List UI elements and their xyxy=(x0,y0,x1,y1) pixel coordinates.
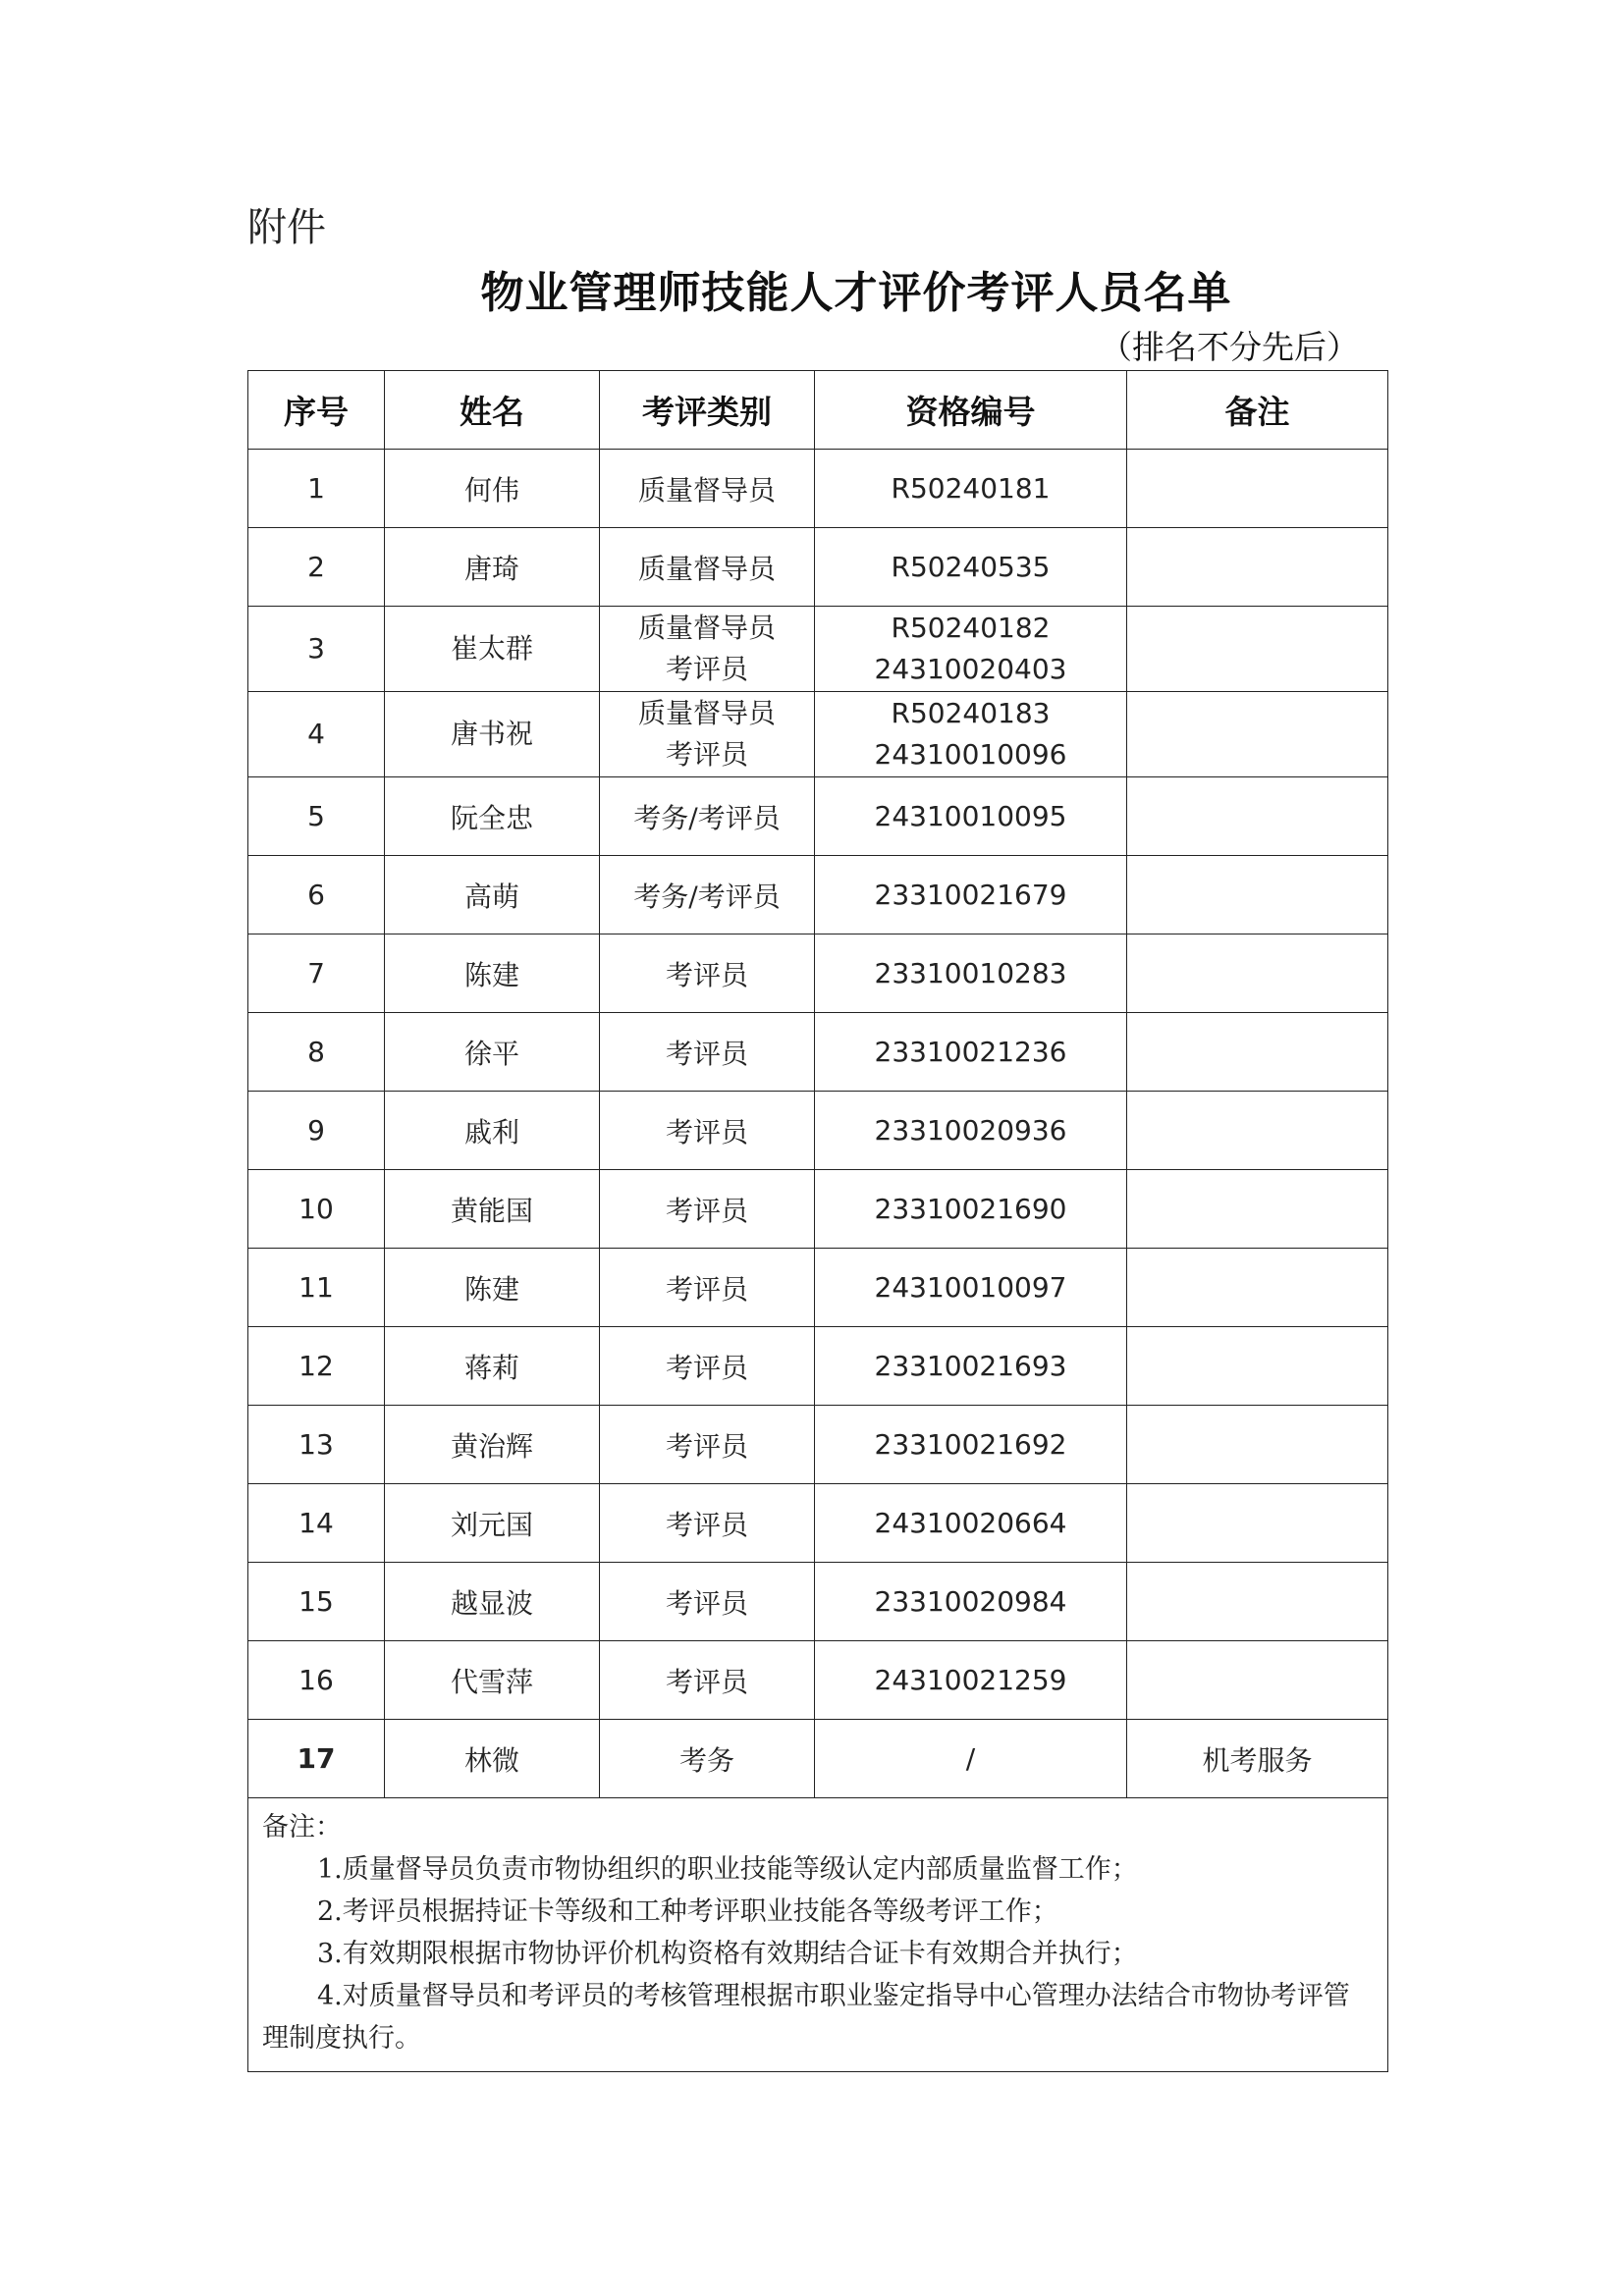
cell-name: 刘元国 xyxy=(385,1484,600,1563)
table-row xyxy=(248,692,1388,777)
cell-cert xyxy=(815,1406,1127,1484)
cell-category xyxy=(600,692,815,777)
cell-cert xyxy=(815,1013,1127,1092)
cell-cert xyxy=(815,1249,1127,1327)
cell-category-line: 考评员 xyxy=(665,1351,748,1384)
header-name: 姓名 xyxy=(385,371,600,450)
cell-cert xyxy=(815,528,1127,607)
notes-cell xyxy=(248,1798,1388,2072)
cell-seq: 12 xyxy=(248,1327,385,1406)
table-row xyxy=(248,450,1388,528)
cell-cert xyxy=(815,450,1127,528)
cell-name: 徐平 xyxy=(385,1013,600,1092)
cell-category xyxy=(600,607,815,692)
table-header-row xyxy=(248,371,1388,450)
cell-category-line: 考评员 xyxy=(665,1429,748,1463)
cell-remark xyxy=(1127,1092,1388,1170)
cell-cert-line: 23310020936 xyxy=(874,1114,1067,1147)
cell-cert-line: 23310021679 xyxy=(874,879,1067,911)
cell-remark xyxy=(1127,1170,1388,1249)
table-body xyxy=(248,450,1388,1798)
cell-cert xyxy=(815,1484,1127,1563)
notes-label: 备注： xyxy=(262,1812,342,1842)
cell-cert xyxy=(815,934,1127,1013)
cell-category-line: 质量督导员 xyxy=(637,552,776,585)
cell-category-line: 考评员 xyxy=(665,1272,748,1306)
table-row xyxy=(248,934,1388,1013)
cell-cert xyxy=(815,607,1127,692)
cell-seq: 1 xyxy=(248,450,385,528)
cell-name: 戚利 xyxy=(385,1092,600,1170)
cell-name: 黄能国 xyxy=(385,1170,600,1249)
header-remark: 备注 xyxy=(1127,371,1388,450)
cell-name: 何伟 xyxy=(385,450,600,528)
table-row xyxy=(248,1170,1388,1249)
cell-name: 阮全忠 xyxy=(385,777,600,856)
cell-name: 陈建 xyxy=(385,1249,600,1327)
cell-cert xyxy=(815,1327,1127,1406)
cell-category xyxy=(600,1327,815,1406)
cell-cert-line: 23310021692 xyxy=(874,1428,1067,1461)
cell-category xyxy=(600,1641,815,1720)
cell-cert xyxy=(815,1720,1127,1798)
cell-seq: 8 xyxy=(248,1013,385,1092)
cell-seq: 13 xyxy=(248,1406,385,1484)
notes-row xyxy=(248,1798,1388,2072)
cell-cert-line: 24310010095 xyxy=(874,800,1067,832)
cell-name: 崔太群 xyxy=(385,607,600,692)
cell-category-line: 考评员 xyxy=(665,1194,748,1227)
cell-remark xyxy=(1127,1327,1388,1406)
cell-category-line: 考评员 xyxy=(665,958,748,991)
cell-seq: 15 xyxy=(248,1563,385,1641)
cell-category-line: 质量督导员 xyxy=(637,697,776,729)
cell-category xyxy=(600,934,815,1013)
table-row xyxy=(248,1406,1388,1484)
cell-category xyxy=(600,1484,815,1563)
cell-remark xyxy=(1127,1641,1388,1720)
cell-seq: 4 xyxy=(248,692,385,777)
cell-seq: 17 xyxy=(248,1720,385,1798)
ranking-note: （排名不分先后） xyxy=(1100,328,1359,366)
cell-seq: 5 xyxy=(248,777,385,856)
cell-category-line: 质量督导员 xyxy=(637,473,776,507)
cell-name: 陈建 xyxy=(385,934,600,1013)
cell-name: 黄治辉 xyxy=(385,1406,600,1484)
cell-cert xyxy=(815,692,1127,777)
cell-cert xyxy=(815,856,1127,934)
table-row xyxy=(248,1563,1388,1641)
cell-remark xyxy=(1127,1406,1388,1484)
cell-category-line: 考评员 xyxy=(665,1586,748,1620)
cell-remark xyxy=(1127,934,1388,1013)
cell-category-line: 考务/考评员 xyxy=(633,880,781,913)
table-row xyxy=(248,1484,1388,1563)
cell-cert-line: / xyxy=(965,1742,976,1775)
cell-seq: 14 xyxy=(248,1484,385,1563)
cell-remark xyxy=(1127,528,1388,607)
cell-remark xyxy=(1127,607,1388,692)
cell-seq: 7 xyxy=(248,934,385,1013)
cell-name: 代雪萍 xyxy=(385,1641,600,1720)
cell-category xyxy=(600,1092,815,1170)
cell-cert-line: 23310021236 xyxy=(874,1036,1067,1068)
cell-remark xyxy=(1127,1484,1388,1563)
table-row xyxy=(248,1013,1388,1092)
cell-category xyxy=(600,528,815,607)
cell-cert-line: 23310020984 xyxy=(874,1585,1067,1618)
cell-seq: 9 xyxy=(248,1092,385,1170)
cell-cert-line: R50240182 xyxy=(891,612,1051,644)
personnel-table xyxy=(247,370,1388,2072)
cell-name: 高萌 xyxy=(385,856,600,934)
cell-name: 林微 xyxy=(385,1720,600,1798)
cell-cert-line: 23310021690 xyxy=(874,1193,1067,1225)
cell-seq: 16 xyxy=(248,1641,385,1720)
document-title: 物业管理师技能人才评价考评人员名单 xyxy=(480,268,1232,318)
cell-seq: 3 xyxy=(248,607,385,692)
cell-remark xyxy=(1127,1249,1388,1327)
cell-cert xyxy=(815,1563,1127,1641)
cell-category xyxy=(600,1720,815,1798)
cell-cert xyxy=(815,1641,1127,1720)
table-row xyxy=(248,528,1388,607)
cell-remark xyxy=(1127,1563,1388,1641)
note-item: 3.有效期限根据市物协评价机构资格有效期结合证卡有效期合并执行； xyxy=(317,1939,1138,1969)
cell-category-line: 考评员 xyxy=(665,1115,748,1148)
cell-category xyxy=(600,777,815,856)
cell-remark xyxy=(1127,450,1388,528)
cell-name: 唐琦 xyxy=(385,528,600,607)
cell-remark xyxy=(1127,1013,1388,1092)
note-item: 2.考评员根据持证卡等级和工种考评职业技能各等级考评工作； xyxy=(317,1896,1058,1927)
table-row xyxy=(248,777,1388,856)
cell-category-line: 考评员 xyxy=(665,1037,748,1070)
cell-cert-line: 23310010283 xyxy=(874,957,1067,989)
table-row xyxy=(248,1641,1388,1720)
table-row xyxy=(248,1720,1388,1798)
cell-category-line: 考评员 xyxy=(665,738,748,771)
cell-category-line: 质量督导员 xyxy=(637,612,776,644)
cell-seq: 6 xyxy=(248,856,385,934)
cell-cert-line: R50240183 xyxy=(891,697,1051,729)
cell-cert-line: 23310021693 xyxy=(874,1350,1067,1382)
cell-remark xyxy=(1127,692,1388,777)
attachment-label: 附件 xyxy=(247,205,326,250)
cell-category xyxy=(600,1249,815,1327)
cell-category-line: 考评员 xyxy=(665,1508,748,1541)
cell-cert-line: 24310021259 xyxy=(874,1664,1067,1696)
cell-category xyxy=(600,1563,815,1641)
cell-cert-line: 24310020664 xyxy=(874,1507,1067,1539)
cell-remark xyxy=(1127,777,1388,856)
cell-cert-line: R50240181 xyxy=(891,472,1051,505)
cell-cert-line: 24310020403 xyxy=(874,653,1067,685)
cell-name: 越显波 xyxy=(385,1563,600,1641)
cell-cert-line: R50240535 xyxy=(891,551,1051,583)
cell-cert xyxy=(815,1170,1127,1249)
cell-remark xyxy=(1127,856,1388,934)
cell-seq: 10 xyxy=(248,1170,385,1249)
header-cert: 资格编号 xyxy=(815,371,1127,450)
header-seq: 序号 xyxy=(248,371,385,450)
cell-cert-line: 24310010097 xyxy=(874,1271,1067,1304)
cell-category-line: 考务/考评员 xyxy=(633,801,781,834)
cell-category xyxy=(600,1013,815,1092)
cell-category-line: 考评员 xyxy=(665,653,748,685)
table-row xyxy=(248,1249,1388,1327)
note-item: 1.质量督导员负责市物协组织的职业技能等级认定内部质量监督工作； xyxy=(317,1854,1138,1885)
table-row xyxy=(248,856,1388,934)
note-item: 4.对质量督导员和考评员的考核管理根据市职业鉴定指导中心管理办法结合市物协考评管理制度执行。 xyxy=(262,1981,1350,2054)
header-category: 考评类别 xyxy=(600,371,815,450)
cell-category xyxy=(600,1406,815,1484)
cell-cert xyxy=(815,777,1127,856)
cell-name: 蒋莉 xyxy=(385,1327,600,1406)
cell-category xyxy=(600,450,815,528)
table-row xyxy=(248,1327,1388,1406)
table-row xyxy=(248,607,1388,692)
cell-seq: 2 xyxy=(248,528,385,607)
cell-cert xyxy=(815,1092,1127,1170)
cell-seq: 11 xyxy=(248,1249,385,1327)
cell-category xyxy=(600,1170,815,1249)
cell-category-line: 考评员 xyxy=(665,1665,748,1698)
cell-remark: 机考服务 xyxy=(1127,1720,1388,1798)
cell-category xyxy=(600,856,815,934)
cell-category-line: 考务 xyxy=(678,1743,734,1777)
cell-name: 唐书祝 xyxy=(385,692,600,777)
cell-cert-line: 24310010096 xyxy=(874,738,1067,771)
table-row xyxy=(248,1092,1388,1170)
